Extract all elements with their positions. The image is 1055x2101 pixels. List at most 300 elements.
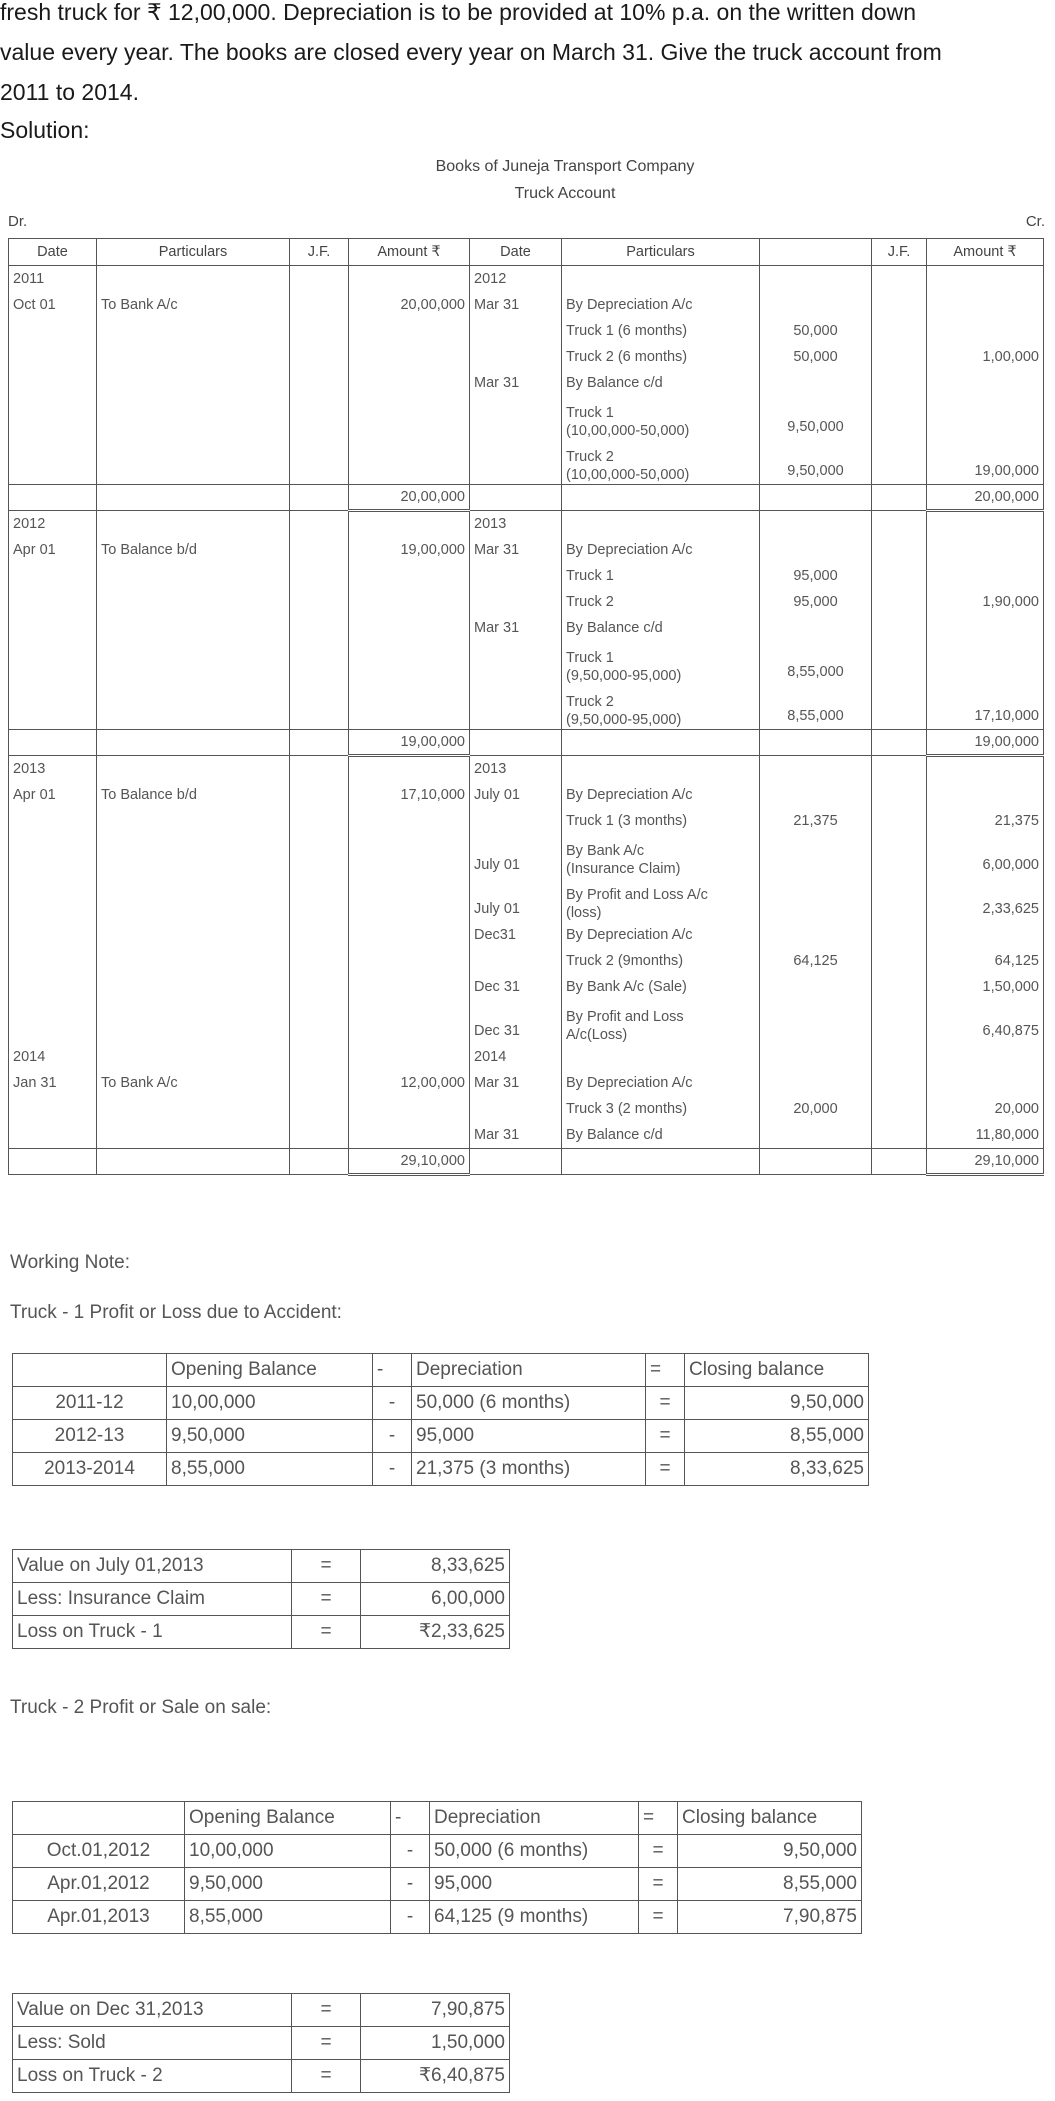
- credit-particulars: By Depreciation A/c: [562, 782, 760, 808]
- credit-amount: [927, 318, 1044, 344]
- debit-particulars: [97, 344, 290, 370]
- grid-cell: [13, 1802, 185, 1835]
- debit-jf: [290, 318, 349, 344]
- grid-cell: 1,50,000: [361, 2027, 510, 2060]
- credit-particulars: By Depreciation A/c: [562, 1070, 760, 1096]
- credit-date: Mar 31: [470, 1122, 562, 1149]
- ledger-row: [9, 808, 1044, 834]
- credit-amount: [927, 511, 1044, 538]
- debit-date: 2012: [9, 511, 97, 538]
- credit-particulars: [562, 1044, 760, 1070]
- credit-amount: 6,00,000: [927, 834, 1044, 878]
- credit-jf: [872, 396, 927, 440]
- credit-date: [470, 318, 562, 344]
- ledger-row: [9, 1122, 1044, 1149]
- grid-row: [13, 2027, 510, 2060]
- grid-cell: 21,375 (3 months): [412, 1453, 646, 1486]
- cell-empty: [760, 485, 872, 511]
- grid-cell: -: [373, 1453, 412, 1486]
- credit-jf: [872, 756, 927, 783]
- credit-subamount: 50,000: [760, 318, 872, 344]
- debit-particulars: To Bank A/c: [97, 292, 290, 318]
- credit-particulars: By Depreciation A/c: [562, 292, 760, 318]
- credit-date: Mar 31: [470, 537, 562, 563]
- truck2-loss-table: [12, 1993, 510, 2093]
- grid-cell: ₹6,40,875: [361, 2060, 510, 2093]
- credit-subamount: [760, 370, 872, 396]
- cell-empty: [97, 730, 290, 756]
- debit-particulars: [97, 266, 290, 293]
- cell-empty: [760, 1149, 872, 1175]
- header-jf: J.F.: [290, 239, 349, 266]
- grid-cell: 9,50,000: [685, 1387, 869, 1420]
- debit-particulars: [97, 1096, 290, 1122]
- cell-empty: [9, 730, 97, 756]
- credit-amount: 19,00,000: [927, 440, 1044, 485]
- cell-empty: [562, 485, 760, 511]
- truck2-depreciation-table: [12, 1801, 862, 1934]
- credit-particulars: Truck 2 (9months): [562, 948, 760, 974]
- credit-subamount: [760, 1000, 872, 1044]
- cell-empty: [470, 485, 562, 511]
- solution-label: Solution:: [0, 117, 90, 143]
- grid-cell: 9,50,000: [678, 1835, 862, 1868]
- header-amount-cr: Amount ₹: [927, 239, 1044, 266]
- debit-particulars: [97, 808, 290, 834]
- debit-date: [9, 370, 97, 396]
- debit-amount: [349, 266, 470, 293]
- ledger-row: [9, 292, 1044, 318]
- cell-empty: [97, 1149, 290, 1175]
- credit-subamount: 9,50,000: [760, 440, 872, 485]
- debit-amount: [349, 344, 470, 370]
- ledger-header-row: [9, 239, 1044, 266]
- credit-particulars: Truck 1 (10,00,000-50,000): [562, 396, 760, 440]
- grid-cell: 8,55,000: [167, 1453, 373, 1486]
- cell-empty: [470, 730, 562, 756]
- debit-jf: [290, 396, 349, 440]
- grid-row: [13, 1453, 869, 1486]
- credit-subamount: 50,000: [760, 344, 872, 370]
- debit-particulars: [97, 1122, 290, 1149]
- grid-cell: =: [639, 1835, 678, 1868]
- ledger-row: [9, 756, 1044, 783]
- truck-ledger-table: [8, 238, 1044, 1176]
- grid-cell: Less: Insurance Claim: [13, 1583, 292, 1616]
- debit-date: [9, 615, 97, 641]
- debit-amount: [349, 922, 470, 948]
- ledger-row: [9, 511, 1044, 538]
- credit-particulars: Truck 2: [562, 589, 760, 615]
- grid-cell: 2011-12: [13, 1387, 167, 1420]
- ledger-row: [9, 974, 1044, 1000]
- grid-cell: 9,50,000: [167, 1420, 373, 1453]
- debit-amount: 17,10,000: [349, 782, 470, 808]
- credit-date: Mar 31: [470, 292, 562, 318]
- debit-jf: [290, 615, 349, 641]
- credit-jf: [872, 641, 927, 685]
- ledger-row: [9, 589, 1044, 615]
- credit-particulars: By Balance c/d: [562, 615, 760, 641]
- debit-particulars: To Balance b/d: [97, 537, 290, 563]
- debit-date: [9, 1000, 97, 1044]
- credit-particulars: [562, 266, 760, 293]
- debit-particulars: [97, 440, 290, 485]
- credit-jf: [872, 685, 927, 730]
- grid-cell: Depreciation: [430, 1802, 639, 1835]
- debit-amount: [349, 589, 470, 615]
- debit-date: [9, 440, 97, 485]
- credit-date: July 01: [470, 834, 562, 878]
- debit-date: [9, 948, 97, 974]
- debit-jf: [290, 440, 349, 485]
- grid-cell: 64,125 (9 months): [430, 1901, 639, 1934]
- credit-particulars: Truck 1 (9,50,000-95,000): [562, 641, 760, 685]
- credit-jf: [872, 808, 927, 834]
- debit-amount: [349, 396, 470, 440]
- credit-particulars: By Profit and Loss A/c (loss): [562, 878, 760, 922]
- credit-subamount: [760, 922, 872, 948]
- grid-row: [13, 2060, 510, 2093]
- ledger-row: [9, 370, 1044, 396]
- debit-amount: [349, 948, 470, 974]
- credit-date: July 01: [470, 878, 562, 922]
- credit-particulars: By Bank A/c (Sale): [562, 974, 760, 1000]
- grid-cell: =: [646, 1354, 685, 1387]
- grid-cell: Value on July 01,2013: [13, 1550, 292, 1583]
- question-line-2: value every year. The books are closed every year on March 31. Give the truck account from: [0, 39, 942, 65]
- credit-jf: [872, 878, 927, 922]
- credit-amount: 1,00,000: [927, 344, 1044, 370]
- credit-subamount: [760, 511, 872, 538]
- grid-row: [13, 1550, 510, 1583]
- ledger-row: [9, 922, 1044, 948]
- grid-cell: Apr.01,2013: [13, 1901, 185, 1934]
- credit-jf: [872, 615, 927, 641]
- ledger-row: [9, 537, 1044, 563]
- ledger-row: [9, 834, 1044, 878]
- credit-jf: [872, 440, 927, 485]
- header-date: Date: [9, 239, 97, 266]
- header-particulars-cr: Particulars: [562, 239, 760, 266]
- grid-cell: -: [391, 1835, 430, 1868]
- debit-date: [9, 1122, 97, 1149]
- debit-date: 2011: [9, 266, 97, 293]
- cell-empty: [872, 1149, 927, 1175]
- debit-amount: [349, 756, 470, 783]
- ledger-total-row: [9, 730, 1044, 756]
- grid-cell: 6,00,000: [361, 1583, 510, 1616]
- credit-subamount: 64,125: [760, 948, 872, 974]
- debit-date: [9, 344, 97, 370]
- question-text: [0, 0, 1050, 112]
- grid-cell: 2013-2014: [13, 1453, 167, 1486]
- cell-empty: [290, 485, 349, 511]
- credit-subamount: [760, 974, 872, 1000]
- debit-date: [9, 563, 97, 589]
- credit-jf: [872, 344, 927, 370]
- credit-amount: 11,80,000: [927, 1122, 1044, 1149]
- debit-jf: [290, 808, 349, 834]
- debit-particulars: [97, 1000, 290, 1044]
- grid-cell: 10,00,000: [167, 1387, 373, 1420]
- header-particulars: Particulars: [97, 239, 290, 266]
- grid-cell: Less: Sold: [13, 2027, 292, 2060]
- credit-subamount: [760, 834, 872, 878]
- grid-cell: [13, 1354, 167, 1387]
- grid-cell: 8,55,000: [678, 1868, 862, 1901]
- grid-row: [13, 1802, 862, 1835]
- debit-jf: [290, 370, 349, 396]
- grid-cell: =: [292, 2027, 361, 2060]
- credit-date: [470, 641, 562, 685]
- grid-cell: =: [292, 2060, 361, 2093]
- grid-row: [13, 1387, 869, 1420]
- ledger-row: [9, 318, 1044, 344]
- debit-date: [9, 641, 97, 685]
- credit-date: Dec 31: [470, 974, 562, 1000]
- credit-amount: 1,90,000: [927, 589, 1044, 615]
- grid-cell: -: [391, 1868, 430, 1901]
- debit-particulars: [97, 922, 290, 948]
- credit-date: Dec31: [470, 922, 562, 948]
- credit-amount: 64,125: [927, 948, 1044, 974]
- total-credit: 20,00,000: [927, 485, 1044, 511]
- debit-jf: [290, 878, 349, 922]
- ledger-row: [9, 782, 1044, 808]
- debit-jf: [290, 1122, 349, 1149]
- grid-row: [13, 1994, 510, 2027]
- credit-particulars: By Depreciation A/c: [562, 922, 760, 948]
- grid-row: [13, 1616, 510, 1649]
- credit-amount: [927, 615, 1044, 641]
- credit-jf: [872, 292, 927, 318]
- ledger-body: [9, 266, 1044, 1175]
- credit-date: 2013: [470, 511, 562, 538]
- debit-amount: [349, 563, 470, 589]
- working-note-heading: Working Note:: [10, 1252, 131, 1273]
- cell-empty: [97, 485, 290, 511]
- grid-cell: =: [646, 1420, 685, 1453]
- question-line-3: 2011 to 2014.: [0, 79, 139, 105]
- ledger-row: [9, 563, 1044, 589]
- ledger-total-row: [9, 1149, 1044, 1175]
- credit-jf: [872, 511, 927, 538]
- credit-date: [470, 1096, 562, 1122]
- grid-cell: Loss on Truck - 2: [13, 2060, 292, 2093]
- ledger-row: [9, 396, 1044, 440]
- debit-date: [9, 808, 97, 834]
- credit-date: Mar 31: [470, 615, 562, 641]
- debit-particulars: [97, 878, 290, 922]
- grid-row: [13, 1868, 862, 1901]
- credit-amount: [927, 563, 1044, 589]
- credit-subamount: [760, 1044, 872, 1070]
- grid-cell: =: [292, 1550, 361, 1583]
- grid-cell: 10,00,000: [185, 1835, 391, 1868]
- credit-date: Mar 31: [470, 370, 562, 396]
- credit-jf: [872, 1000, 927, 1044]
- grid-cell: Opening Balance: [185, 1802, 391, 1835]
- cell-empty: [760, 730, 872, 756]
- debit-particulars: [97, 948, 290, 974]
- credit-subamount: [760, 878, 872, 922]
- credit-particulars: [562, 756, 760, 783]
- credit-subamount: 8,55,000: [760, 641, 872, 685]
- debit-jf: [290, 563, 349, 589]
- ledger-row: [9, 878, 1044, 922]
- debit-date: 2013: [9, 756, 97, 783]
- credit-jf: [872, 589, 927, 615]
- grid-cell: 95,000: [430, 1868, 639, 1901]
- debit-amount: 12,00,000: [349, 1070, 470, 1096]
- debit-amount: 19,00,000: [349, 537, 470, 563]
- credit-particulars: By Balance c/d: [562, 1122, 760, 1149]
- question-line-1: fresh truck for ₹ 12,00,000. Depreciation is to be provided at 10% p.a. on the written down: [0, 0, 916, 25]
- grid-cell: -: [391, 1802, 430, 1835]
- debit-amount: [349, 974, 470, 1000]
- debit-jf: [290, 685, 349, 730]
- debit-particulars: [97, 615, 290, 641]
- credit-date: [470, 948, 562, 974]
- books-title: Books of Juneja Transport Company: [435, 158, 695, 175]
- credit-amount: [927, 370, 1044, 396]
- debit-date: 2014: [9, 1044, 97, 1070]
- grid-cell: =: [639, 1901, 678, 1934]
- debit-jf: [290, 344, 349, 370]
- debit-date: [9, 318, 97, 344]
- credit-amount: [927, 1070, 1044, 1096]
- debit-amount: [349, 511, 470, 538]
- debit-amount: [349, 370, 470, 396]
- debit-particulars: [97, 974, 290, 1000]
- credit-particulars: Truck 3 (2 months): [562, 1096, 760, 1122]
- truck1-loss-table: [12, 1549, 510, 1649]
- ledger-row: [9, 266, 1044, 293]
- debit-jf: [290, 1044, 349, 1070]
- debit-jf: [290, 1000, 349, 1044]
- grid-cell: =: [646, 1387, 685, 1420]
- grid-row: [13, 1835, 862, 1868]
- debit-date: Apr 01: [9, 782, 97, 808]
- debit-particulars: To Bank A/c: [97, 1070, 290, 1096]
- grid-cell: 8,33,625: [361, 1550, 510, 1583]
- debit-particulars: [97, 511, 290, 538]
- credit-jf: [872, 318, 927, 344]
- grid-cell: =: [292, 1994, 361, 2027]
- grid-row: [13, 1583, 510, 1616]
- ledger-row: [9, 641, 1044, 685]
- total-credit: 19,00,000: [927, 730, 1044, 756]
- truck2-heading: Truck - 2 Profit or Sale on sale:: [10, 1697, 272, 1718]
- grid-cell: 50,000 (6 months): [412, 1387, 646, 1420]
- grid-cell: 8,55,000: [185, 1901, 391, 1934]
- credit-jf: [872, 922, 927, 948]
- grid-cell: Depreciation: [412, 1354, 646, 1387]
- debit-amount: [349, 318, 470, 344]
- ledger-row: [9, 344, 1044, 370]
- credit-subamount: 21,375: [760, 808, 872, 834]
- grid-cell: 8,55,000: [685, 1420, 869, 1453]
- credit-date: 2012: [470, 266, 562, 293]
- debit-amount: [349, 641, 470, 685]
- debit-particulars: [97, 834, 290, 878]
- grid-cell: Loss on Truck - 1: [13, 1616, 292, 1649]
- debit-jf: [290, 782, 349, 808]
- grid-cell: 7,90,875: [678, 1901, 862, 1934]
- credit-amount: [927, 396, 1044, 440]
- credit-amount: 21,375: [927, 808, 1044, 834]
- credit-amount: [927, 266, 1044, 293]
- ledger-total-row: [9, 485, 1044, 511]
- ledger-row: [9, 948, 1044, 974]
- debit-particulars: [97, 563, 290, 589]
- debit-amount: [349, 1096, 470, 1122]
- debit-date: [9, 589, 97, 615]
- credit-amount: [927, 756, 1044, 783]
- credit-particulars: Truck 1 (6 months): [562, 318, 760, 344]
- debit-date: [9, 685, 97, 730]
- grid-cell: 2012-13: [13, 1420, 167, 1453]
- total-debit: 29,10,000: [349, 1149, 470, 1175]
- cr-label: Cr.: [1025, 213, 1045, 230]
- credit-amount: [927, 922, 1044, 948]
- credit-date: Mar 31: [470, 1070, 562, 1096]
- account-title: Truck Account: [514, 185, 616, 202]
- truck1-depreciation-table: [12, 1353, 869, 1486]
- credit-particulars: By Profit and Loss A/c(Loss): [562, 1000, 760, 1044]
- cell-empty: [872, 730, 927, 756]
- debit-particulars: [97, 370, 290, 396]
- credit-subamount: [760, 615, 872, 641]
- debit-jf: [290, 511, 349, 538]
- credit-jf: [872, 563, 927, 589]
- total-credit: 29,10,000: [927, 1149, 1044, 1175]
- ledger-row: [9, 685, 1044, 730]
- grid-cell: -: [373, 1354, 412, 1387]
- credit-subamount: [760, 1122, 872, 1149]
- credit-amount: [927, 782, 1044, 808]
- credit-amount: [927, 641, 1044, 685]
- credit-amount: 2,33,625: [927, 878, 1044, 922]
- credit-amount: [927, 1044, 1044, 1070]
- debit-date: [9, 974, 97, 1000]
- credit-subamount: [760, 756, 872, 783]
- debit-amount: [349, 1122, 470, 1149]
- credit-date: [470, 685, 562, 730]
- credit-date: 2013: [470, 756, 562, 783]
- grid-cell: 50,000 (6 months): [430, 1835, 639, 1868]
- debit-particulars: To Balance b/d: [97, 782, 290, 808]
- debit-jf: [290, 266, 349, 293]
- cell-empty: [470, 1149, 562, 1175]
- grid-cell: 9,50,000: [185, 1868, 391, 1901]
- credit-subamount: 8,55,000: [760, 685, 872, 730]
- grid-cell: =: [646, 1453, 685, 1486]
- header-subamount: [760, 239, 872, 266]
- grid-cell: =: [639, 1868, 678, 1901]
- credit-jf: [872, 1096, 927, 1122]
- header-jf-cr: J.F.: [872, 239, 927, 266]
- credit-date: Dec 31: [470, 1000, 562, 1044]
- debit-particulars: [97, 589, 290, 615]
- credit-particulars: By Bank A/c (Insurance Claim): [562, 834, 760, 878]
- debit-amount: [349, 808, 470, 834]
- debit-amount: [349, 615, 470, 641]
- cell-empty: [290, 730, 349, 756]
- grid-cell: -: [373, 1387, 412, 1420]
- credit-subamount: [760, 266, 872, 293]
